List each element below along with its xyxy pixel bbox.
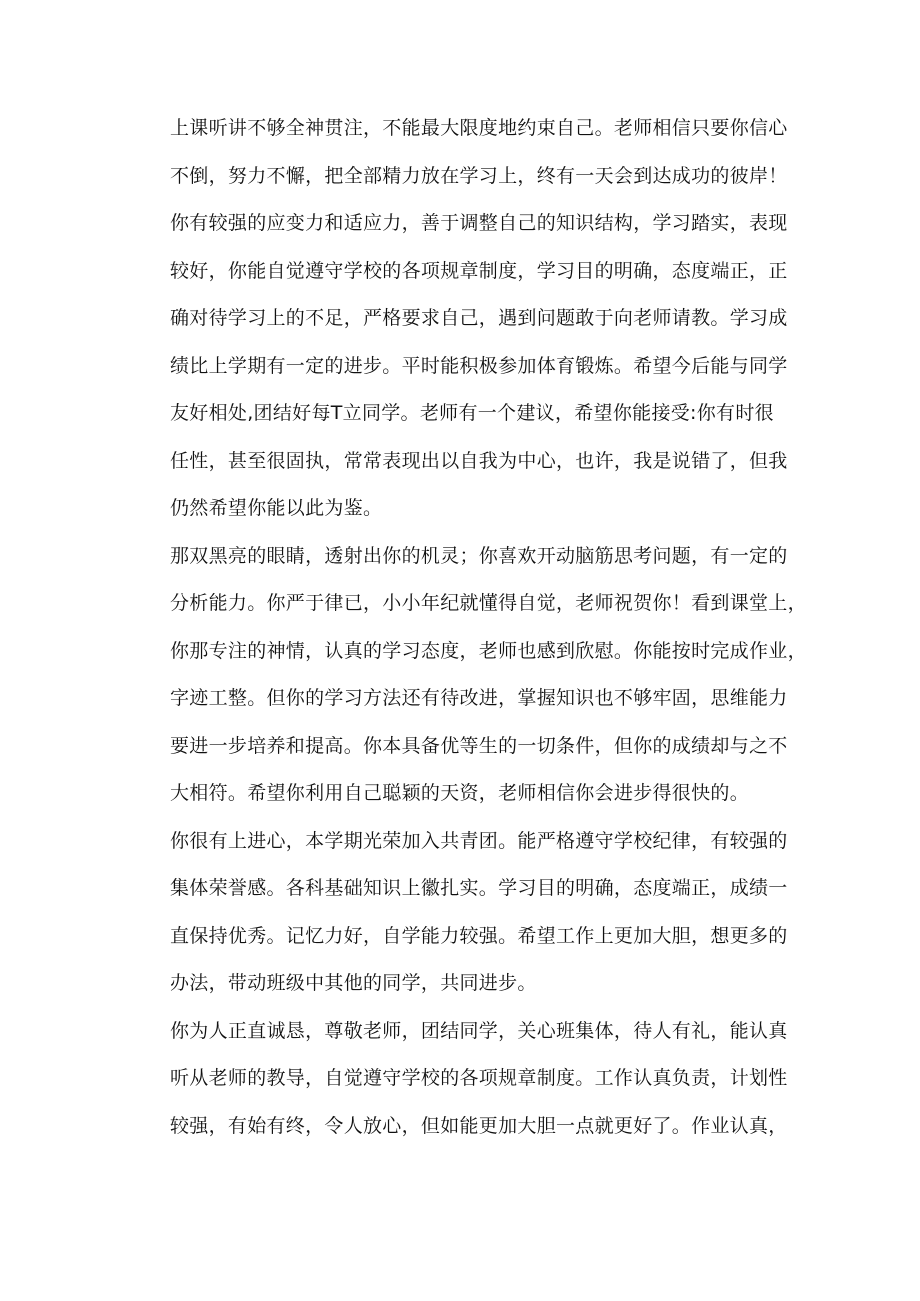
text-line-16: 你很有上进心，本学期光荣加入共青团。能严格遵守学校纪律，有较强的 [170, 829, 788, 852]
text-line-9: 仍然希望你能以此为鉴。 [170, 497, 383, 519]
text-line-7: 友好相处,团结好每T立同学。老师有一个建议，希望你能接受:你有时很 [170, 402, 774, 424]
text-line-14: 要进一步培养和提高。你本具备优等生的一切条件，但你的成绩却与之不 [170, 734, 788, 757]
text-line-6: 绩比上学期有一定的进步。平时能积极参加体育锻炼。希望今后能与同学 [170, 354, 788, 377]
text-line-20: 你为人正直诚恳，尊敬老师，团结同学，关心班集体，待人有礼，能认真 [170, 1019, 788, 1042]
text-line-17: 集体荣誉感。各科基础知识上徽扎实。学习目的明确，态度端正，成绩一 [170, 877, 788, 899]
text-line-13: 字迹工整。但你的学习方法还有待改进，掌握知识也不够牢固，思维能力 [170, 687, 788, 709]
text-line-2: 不倒，努力不懈，把全部精力放在学习上，终有一天会到达成功的彼岸！ [170, 164, 788, 187]
text-line-4: 较好，你能自觉遵守学校的各项规章制度，学习目的明确，态度端正，正 [170, 259, 788, 282]
text-line-5: 确对待学习上的不足，严格要求自己，遇到问题敢于向老师请教。学习成 [170, 307, 788, 329]
text-line-19: 办法，带动班级中其他的同学，共同进步。 [170, 972, 537, 994]
text-line-12: 你那专注的神情，认真的学习态度，老师也感到欣慰。你能按时完成作业， [170, 639, 807, 662]
text-line-18: 直保持优秀。记忆力好，自学能力较强。希望工作上更加大胆，想更多的 [170, 924, 788, 947]
text-line-1: 上课听讲不够全神贯注，不能最大限度地约束自己。老师相信只要你信心 [170, 117, 788, 139]
comment-text-block [170, 105, 807, 1150]
text-line-10: 那双黑亮的眼睛，透射出你的机灵；你喜欢开动脑筋思考问题，有一定的 [170, 544, 788, 567]
text-line-3: 你有较强的应变力和适应力，善于调整自己的知识结构，学习踏实，表现 [170, 212, 788, 234]
text-line-15: 大相符。希望你利用自己聪颖的天资，老师相信你会进步得很快的。 [170, 782, 750, 804]
text-line-22: 较强，有始有终，令人放心，但如能更加大胆一点就更好了。作业认真， [170, 1114, 788, 1137]
text-line-21: 听从老师的教导，自觉遵守学校的各项规章制度。工作认真负责，计划性 [170, 1067, 788, 1089]
text-line-8: 任性，甚至很固执，常常表现出以自我为中心，也许，我是说错了，但我 [170, 449, 788, 472]
text-line-11: 分析能力。你严于律已，小小年纪就懂得自觉，老师祝贺你！看到课堂上， [170, 592, 807, 614]
